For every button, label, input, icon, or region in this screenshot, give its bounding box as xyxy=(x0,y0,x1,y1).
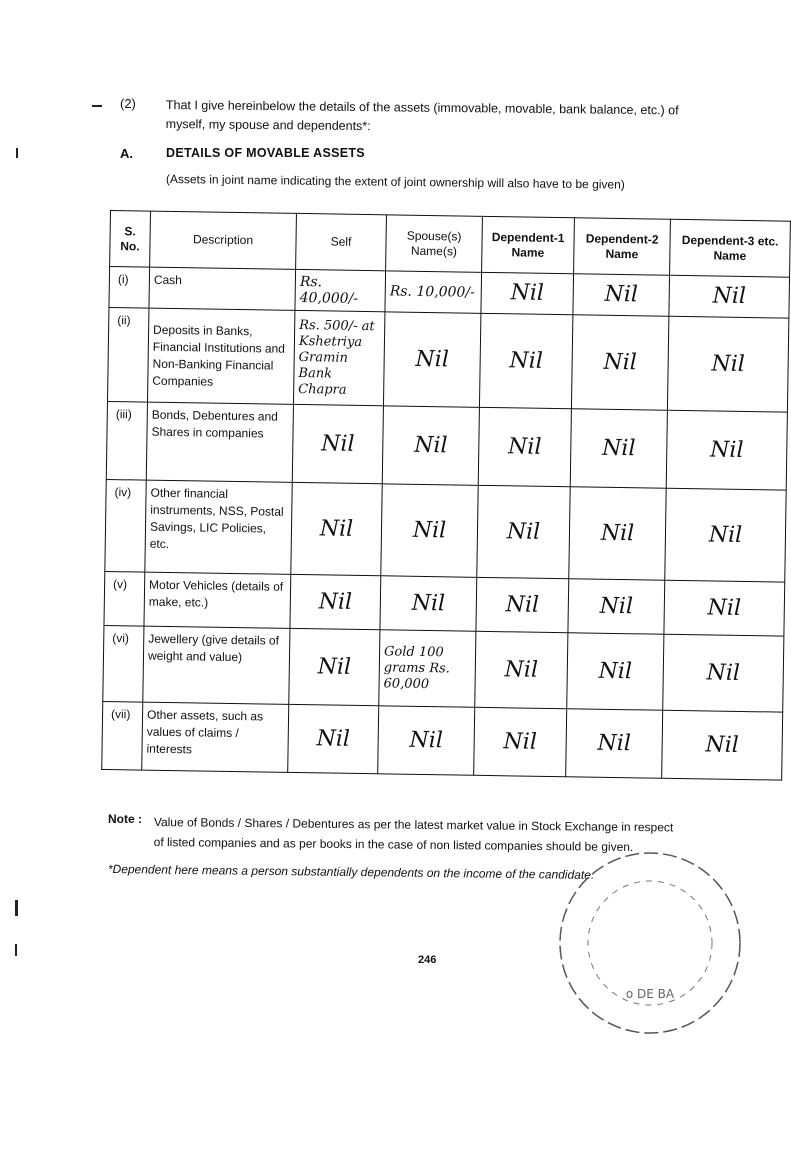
row-description: Jewellery (give details of weight and value) xyxy=(143,626,290,704)
self-value: Nil xyxy=(292,404,383,483)
row-sno: (vi) xyxy=(103,625,144,702)
table-row xyxy=(107,307,788,412)
margin-mark xyxy=(15,900,18,916)
dependent-3-value: Nil xyxy=(666,410,787,490)
paragraph-line-1: That I give hereinbelow the details of the assets (immovable, movable, bank balance, etc.) of xyxy=(165,97,679,118)
row-sno: (vii) xyxy=(102,701,143,770)
dependent-1-value: Nil xyxy=(479,313,572,408)
spouse-value: Gold 100 grams Rs. 60,000 xyxy=(379,630,476,707)
row-sno: (ii) xyxy=(107,307,148,402)
header-self: Self xyxy=(296,213,387,270)
svg-text:o DE BA: o DE BA xyxy=(625,987,675,1001)
row-description: Motor Vehicles (details of make, etc.) xyxy=(144,572,291,628)
note-label: Note : xyxy=(108,812,142,826)
section-subtitle: (Assets in joint name indicating the extent of joint ownership will also have to be given) xyxy=(165,172,625,192)
spouse-value: Nil xyxy=(381,484,478,577)
dependent-3-value: Nil xyxy=(663,634,784,712)
dependent-2-value: Nil xyxy=(573,274,670,317)
dependent-2-value: Nil xyxy=(568,579,665,635)
dependent-3-value: Nil xyxy=(669,275,790,318)
header-dependent-1: Dependent-1 Name xyxy=(482,216,575,273)
self-value: Nil xyxy=(288,704,379,773)
self-value: Rs. 500/- at Kshetriya Gramin Bank Chapra xyxy=(293,310,384,405)
paragraph-text xyxy=(166,96,766,140)
dependent-1-value: Nil xyxy=(475,631,568,708)
dependent-1-value: Nil xyxy=(476,577,569,632)
margin-mark xyxy=(15,944,17,956)
dependent-2-value: Nil xyxy=(566,709,663,778)
dependent-1-value: Nil xyxy=(481,272,574,314)
table-row xyxy=(106,401,787,490)
page-number: 246 xyxy=(418,954,437,966)
self-value: Nil xyxy=(289,628,380,705)
section-letter: A. xyxy=(120,146,133,161)
header-dependent-3: Dependent-3 etc. Name xyxy=(670,219,791,277)
row-sno: (iv) xyxy=(105,479,146,572)
note-line-1: Value of Bonds / Shares / Debentures as per the latest market value in Stock Exchange in respect xyxy=(153,814,674,835)
row-sno: (iii) xyxy=(106,401,147,480)
dependent-2-value: Nil xyxy=(567,633,664,710)
dependent-1-value: Nil xyxy=(477,485,570,578)
dependent-3-value: Nil xyxy=(662,710,783,780)
spouse-value: Nil xyxy=(383,312,480,407)
paragraph-line-2: myself, my spouse and dependents*: xyxy=(165,116,371,134)
table-row xyxy=(105,479,786,582)
dependent-2-value: Nil xyxy=(571,315,668,410)
table-row xyxy=(102,701,783,780)
spouse-value: Nil xyxy=(378,706,475,775)
section-title: DETAILS OF MOVABLE ASSETS xyxy=(166,146,365,160)
margin-mark xyxy=(16,148,18,158)
row-description: Deposits in Banks, Financial Institutions and Non-Banking Financial Companies xyxy=(147,308,294,404)
header-description: Description xyxy=(150,211,297,269)
row-sno: (v) xyxy=(104,571,145,626)
row-description: Bonds, Debentures and Shares in companies xyxy=(146,402,293,482)
note-line-2: of listed companies and as per books in the case of non listed companies should be given. xyxy=(153,834,634,855)
paragraph-number: (2) xyxy=(120,96,136,111)
row-description: Other assets, such as values of claims / interests xyxy=(142,702,289,772)
row-sno: (i) xyxy=(109,267,150,309)
dependent-3-value: Nil xyxy=(664,580,785,636)
spouse-value: Nil xyxy=(380,576,477,632)
self-value: Nil xyxy=(291,482,382,575)
movable-assets-table xyxy=(101,210,779,780)
dependent-1-value: Nil xyxy=(478,407,571,486)
self-value: Nil xyxy=(290,574,381,629)
header-dependent-2: Dependent-2 Name xyxy=(574,218,671,276)
row-description: Other financial instruments, NSS, Postal Savings, LIC Policies, etc. xyxy=(145,480,292,574)
self-value: Rs. 40,000/- xyxy=(295,269,386,311)
footnote: *Dependent here means a person substantially dependents on the income of the candidate. xyxy=(107,862,595,882)
dependent-3-value: Nil xyxy=(667,316,788,412)
row-description: Cash xyxy=(149,267,296,310)
spouse-value: Rs. 10,000/- xyxy=(385,271,482,314)
table-row xyxy=(103,625,784,712)
header-spouse: Spouse(s) Name(s) xyxy=(386,215,483,273)
dependent-2-value: Nil xyxy=(570,409,667,488)
spouse-value: Nil xyxy=(382,406,479,485)
header-sno: S. No. xyxy=(110,211,151,268)
official-seal xyxy=(555,848,745,1043)
dependent-2-value: Nil xyxy=(569,487,666,580)
margin-mark xyxy=(92,105,102,107)
dependent-1-value: Nil xyxy=(474,707,567,776)
dependent-3-value: Nil xyxy=(665,488,786,582)
